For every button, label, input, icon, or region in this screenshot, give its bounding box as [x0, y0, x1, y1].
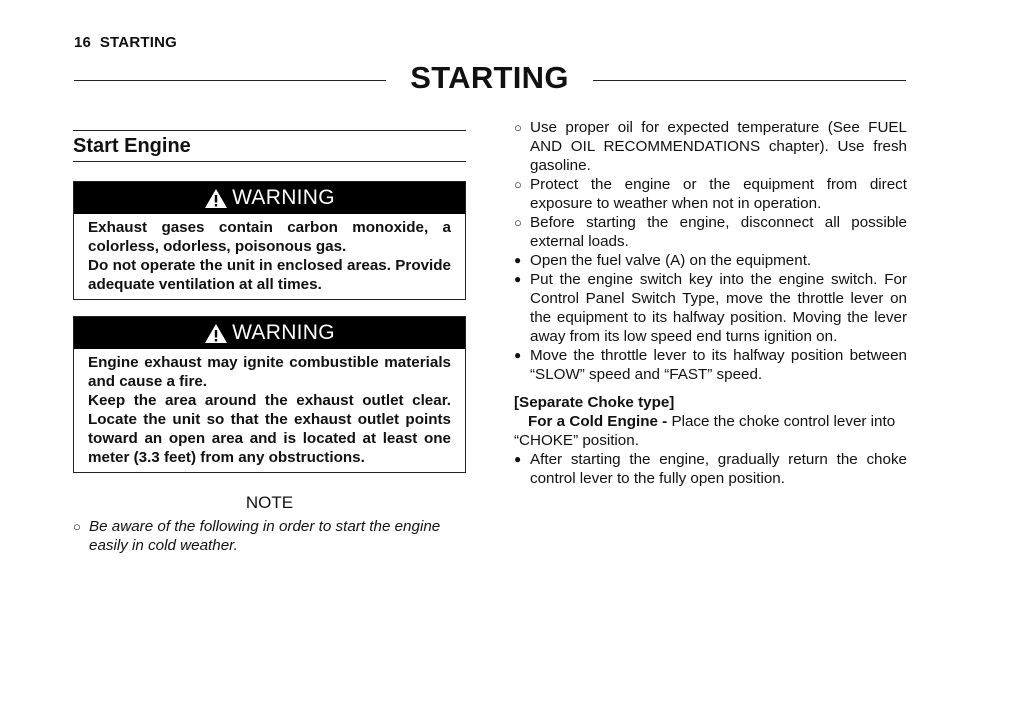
step-text: Put the engine switch key into the engine switch. For Control Panel Switch Type, move the throttle lever on the equipment to its halfway position. Moving the lever away from its low speed end turns ignition on.	[530, 271, 907, 345]
open-circle-bullet-icon: ○	[514, 120, 522, 135]
filled-dot-bullet-icon: ●	[514, 253, 522, 267]
warning-label: WARNING	[232, 321, 335, 344]
note-text: Be aware of the following in order to start the engine easily in cold weather.	[89, 518, 441, 554]
warning-text: Do not operate the unit in enclosed areas. Provide adequate ventilation at all times.	[88, 257, 451, 293]
list-item-text: Before starting the engine, disconnect all possible external loads.	[530, 214, 907, 250]
page-number: 16	[74, 34, 92, 51]
warning-header	[74, 317, 465, 349]
step-text: Move the throttle lever to its halfway position between “SLOW” speed and “FAST” speed.	[530, 347, 907, 383]
right-column	[514, 118, 907, 488]
title-rule-right	[593, 80, 906, 81]
warning-box-fire	[73, 316, 466, 473]
step-text: Open the fuel valve (A) on the equipment.	[530, 252, 812, 269]
step-item	[514, 270, 907, 346]
section-title: Start Engine	[73, 135, 191, 157]
section-rule-bottom	[73, 161, 466, 162]
choke-paragraph	[514, 412, 907, 450]
list-item	[514, 213, 907, 251]
choke-lead-bold: For a Cold Engine -	[528, 413, 668, 430]
warning-body	[74, 349, 465, 472]
warning-box-carbon-monoxide	[73, 181, 466, 300]
step-item	[514, 346, 907, 384]
open-circle-bullet-icon: ○	[514, 177, 522, 192]
running-title: STARTING	[99, 34, 177, 51]
step-item	[514, 251, 907, 270]
list-item-text: Use proper oil for expected temperature (See FUEL AND OIL RECOMMENDATIONS chapter). Use fresh gasoline.	[530, 119, 907, 174]
warning-text: Exhaust gases contain carbon monoxide, a colorless, odorless, poisonous gas.	[88, 219, 451, 255]
note-item	[73, 517, 466, 555]
warning-text: Engine exhaust may ignite combustible materials and cause a fire.	[88, 354, 451, 390]
filled-dot-bullet-icon: ●	[514, 348, 522, 362]
open-circle-bullet-icon: ○	[514, 215, 522, 230]
warning-label: WARNING	[232, 186, 335, 209]
note-title: NOTE	[245, 493, 294, 512]
open-circle-bullet-icon: ○	[73, 519, 81, 534]
list-item-text: Protect the engine or the equipment from direct exposure to weather when not in operation.	[530, 176, 907, 212]
list-item	[514, 118, 907, 175]
filled-dot-bullet-icon: ●	[514, 452, 522, 466]
warning-triangle-icon	[204, 188, 228, 209]
choke-lead-text: Place the choke control lever into “CHOKE” position.	[514, 413, 896, 449]
list-item	[514, 175, 907, 213]
warning-header	[74, 182, 465, 214]
choke-subheading: [Separate Choke type]	[514, 394, 675, 411]
warning-text: Keep the area around the exhaust outlet clear. Locate the unit so that the exhaust outlet points toward an open area and is located at least one meter (3.3 feet) from any obstructions.	[88, 392, 451, 466]
filled-dot-bullet-icon: ●	[514, 272, 522, 286]
page-header	[74, 34, 177, 51]
warning-body	[74, 214, 465, 299]
left-column	[73, 130, 466, 555]
step-item	[514, 450, 907, 488]
title-rule-left	[74, 80, 386, 81]
step-text: After starting the engine, gradually return the choke control lever to the fully open position.	[530, 451, 907, 487]
warning-triangle-icon	[204, 323, 228, 344]
page-title: STARTING	[410, 60, 569, 95]
